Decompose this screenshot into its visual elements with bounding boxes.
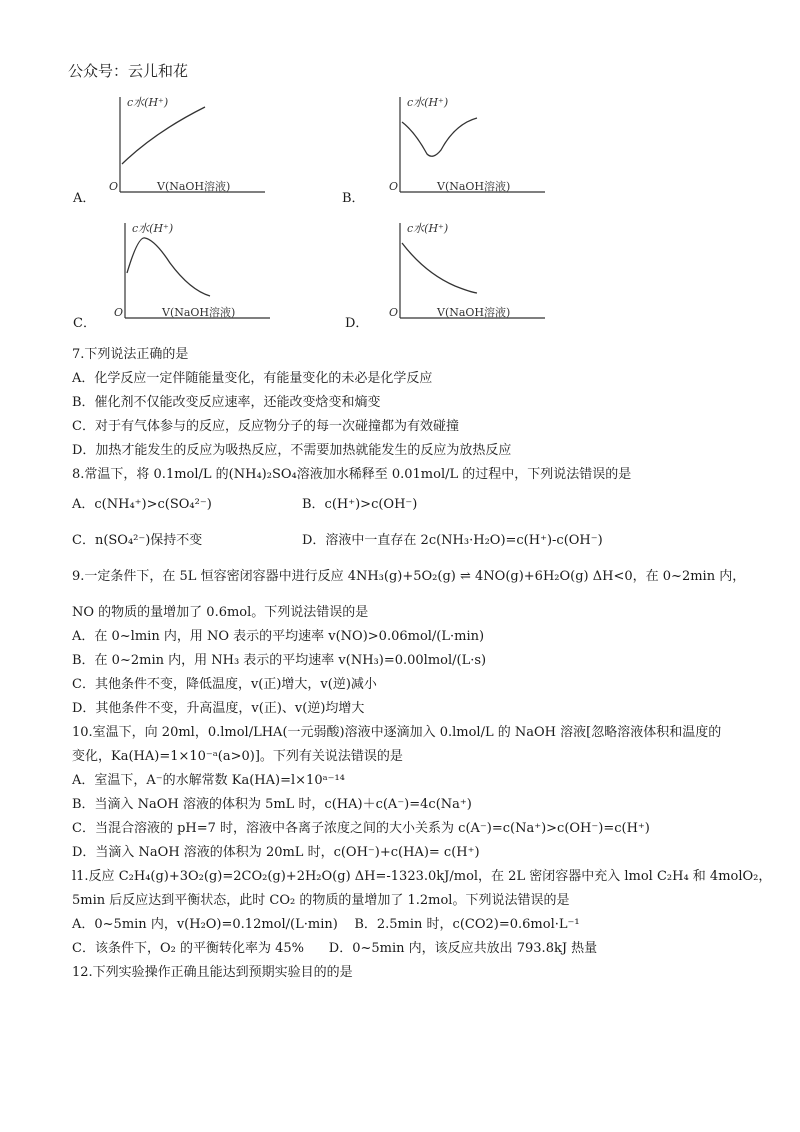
graph-b <box>385 92 555 197</box>
q8-option-d: D．溶液中一直存在 2c(NH₃·H₂O)=c(H⁺)-c(OH⁻) <box>302 533 603 548</box>
q7-option-d: D．加热才能发生的反应为吸热反应，不需要加热就能发生的反应为放热反应 <box>72 443 512 458</box>
y-axis-label: c水(H⁺) <box>407 222 449 235</box>
x-axis-label: V(NaOH溶液) <box>437 180 511 193</box>
q10-option-d: D．当滴入 NaOH 溶液的体积为 20mL 时，c(OH⁻)+c(HA)= c(H⁺) <box>72 845 480 860</box>
q9-stem-line2: NO 的物质的量增加了 0.6mol。下列说法错误的是 <box>72 605 369 620</box>
q8-option-c: C．n(SO₄²⁻)保持不变 <box>72 533 203 548</box>
option-a-label: A． <box>73 191 96 206</box>
q10-stem-line2: 变化，Ka(HA)=1×10⁻ᵃ(a>0)]。下列有关说法错误的是 <box>72 749 403 764</box>
q7-option-b: B．催化剂不仅能改变反应速率，还能改变焓变和熵变 <box>72 395 381 410</box>
origin-label: O <box>389 180 399 193</box>
y-axis-label: c水(H⁺) <box>132 222 174 235</box>
q9-stem-line1: 9.一定条件下，在 5L 恒容密闭容器中进行反应 4NH₃(g)+5O₂(g) ⇌ 4NO(g)+6H₂O(g) ΔH<0，在 0~2min 内， <box>72 569 746 584</box>
q10-option-b: B．当滴入 NaOH 溶液的体积为 5mL 时，c(HA)＋c(A⁻)=4c(Na⁺) <box>72 797 472 812</box>
q8-stem: 8.常温下，将 0.1mol/L 的(NH₄)₂SO₄溶液加水稀释至 0.01mol/L 的过程中，下列说法错误的是 <box>72 467 632 482</box>
q11-options-cd: C．该条件下，O₂ 的平衡转化率为 45% D．0~5min 内，该反应共放出 793.8kJ 热量 <box>72 941 598 956</box>
x-axis-label: V(NaOH溶液) <box>437 306 511 319</box>
q8-row-cd <box>72 523 772 559</box>
q11-stem-line1: l1.反应 C₂H₄(g)+3O₂(g)=2CO₂(g)+2H₂O(g) ΔH=-1323.0kJ/mol，在 2L 密闭容器中充入 lmol C₂H₄ 和 4molO₂， <box>72 869 772 884</box>
option-b-label: B． <box>342 191 365 206</box>
q9-option-b: B．在 0~2min 内，用 NH₃ 表示的平均速率 v(NH₃)=0.00lmol/(L·s) <box>72 653 487 668</box>
q8-option-a: A．c(NH₄⁺)>c(SO₄²⁻) <box>72 497 212 512</box>
q7-option-a: A．化学反应一定伴随能量变化，有能量变化的未必是化学反应 <box>72 371 433 386</box>
q7-option-c: C．对于有气体参与的反应，反应物分子的每一次碰撞都为有效碰撞 <box>72 419 459 434</box>
q9-option-c: C．其他条件不变，降低温度，v(正)增大，v(逆)减小 <box>72 677 377 692</box>
origin-label: O <box>114 306 124 319</box>
q9-option-d: D．其他条件不变，升高温度，v(正)、v(逆)均增大 <box>72 701 365 716</box>
q8-row-ab <box>72 487 772 523</box>
q7-stem: 7.下列说法正确的是 <box>72 347 189 362</box>
q12-stem: 12.下列实验操作正确且能达到预期实验目的的是 <box>72 965 353 980</box>
x-axis-label: V(NaOH溶液) <box>162 306 236 319</box>
graph-d <box>385 218 555 323</box>
graph-c <box>110 218 280 323</box>
q10-stem-line1: 10.室温下，向 20ml，0.lmol/LHA(一元弱酸)溶液中逐滴加入 0.lmol/L 的 NaOH 溶液[忽略溶液体积和温度的 <box>72 725 722 740</box>
y-axis-label: c水(H⁺) <box>127 96 169 109</box>
header-text: 公众号：云儿和花 <box>68 62 189 80</box>
q11-stem-line2: 5min 后反应达到平衡状态，此时 CO₂ 的物质的量增加了 1.2mol。下列说法错误的是 <box>72 893 570 908</box>
q8-option-b: B．c(H⁺)>c(OH⁻) <box>302 497 418 512</box>
q10-option-a: A．室温下，A⁻的水解常数 Ka(HA)=l×10ᵃ⁻¹⁴ <box>72 773 345 788</box>
origin-label: O <box>389 306 399 319</box>
q11-options-ab: A．0~5min 内，v(H₂O)=0.12mol/(L·min) B．2.5min 时，c(CO2)=0.6mol·L⁻¹ <box>72 917 580 932</box>
q10-option-c: C．当混合溶液的 pH=7 时，溶液中各离子浓度之间的大小关系为 c(A⁻)=c(Na⁺)>c(OH⁻)=c(H⁺) <box>72 821 650 836</box>
option-c-label: C． <box>73 316 96 331</box>
x-axis-label: V(NaOH溶液) <box>157 180 231 193</box>
origin-label: O <box>109 180 119 193</box>
y-axis-label: c水(H⁺) <box>407 96 449 109</box>
q9-option-a: A．在 0~lmin 内，用 NO 表示的平均速率 v(NO)>0.06mol/(L·min) <box>72 629 485 644</box>
questions-body <box>72 343 772 985</box>
graph-a <box>105 92 275 197</box>
option-d-label: D． <box>345 316 369 331</box>
